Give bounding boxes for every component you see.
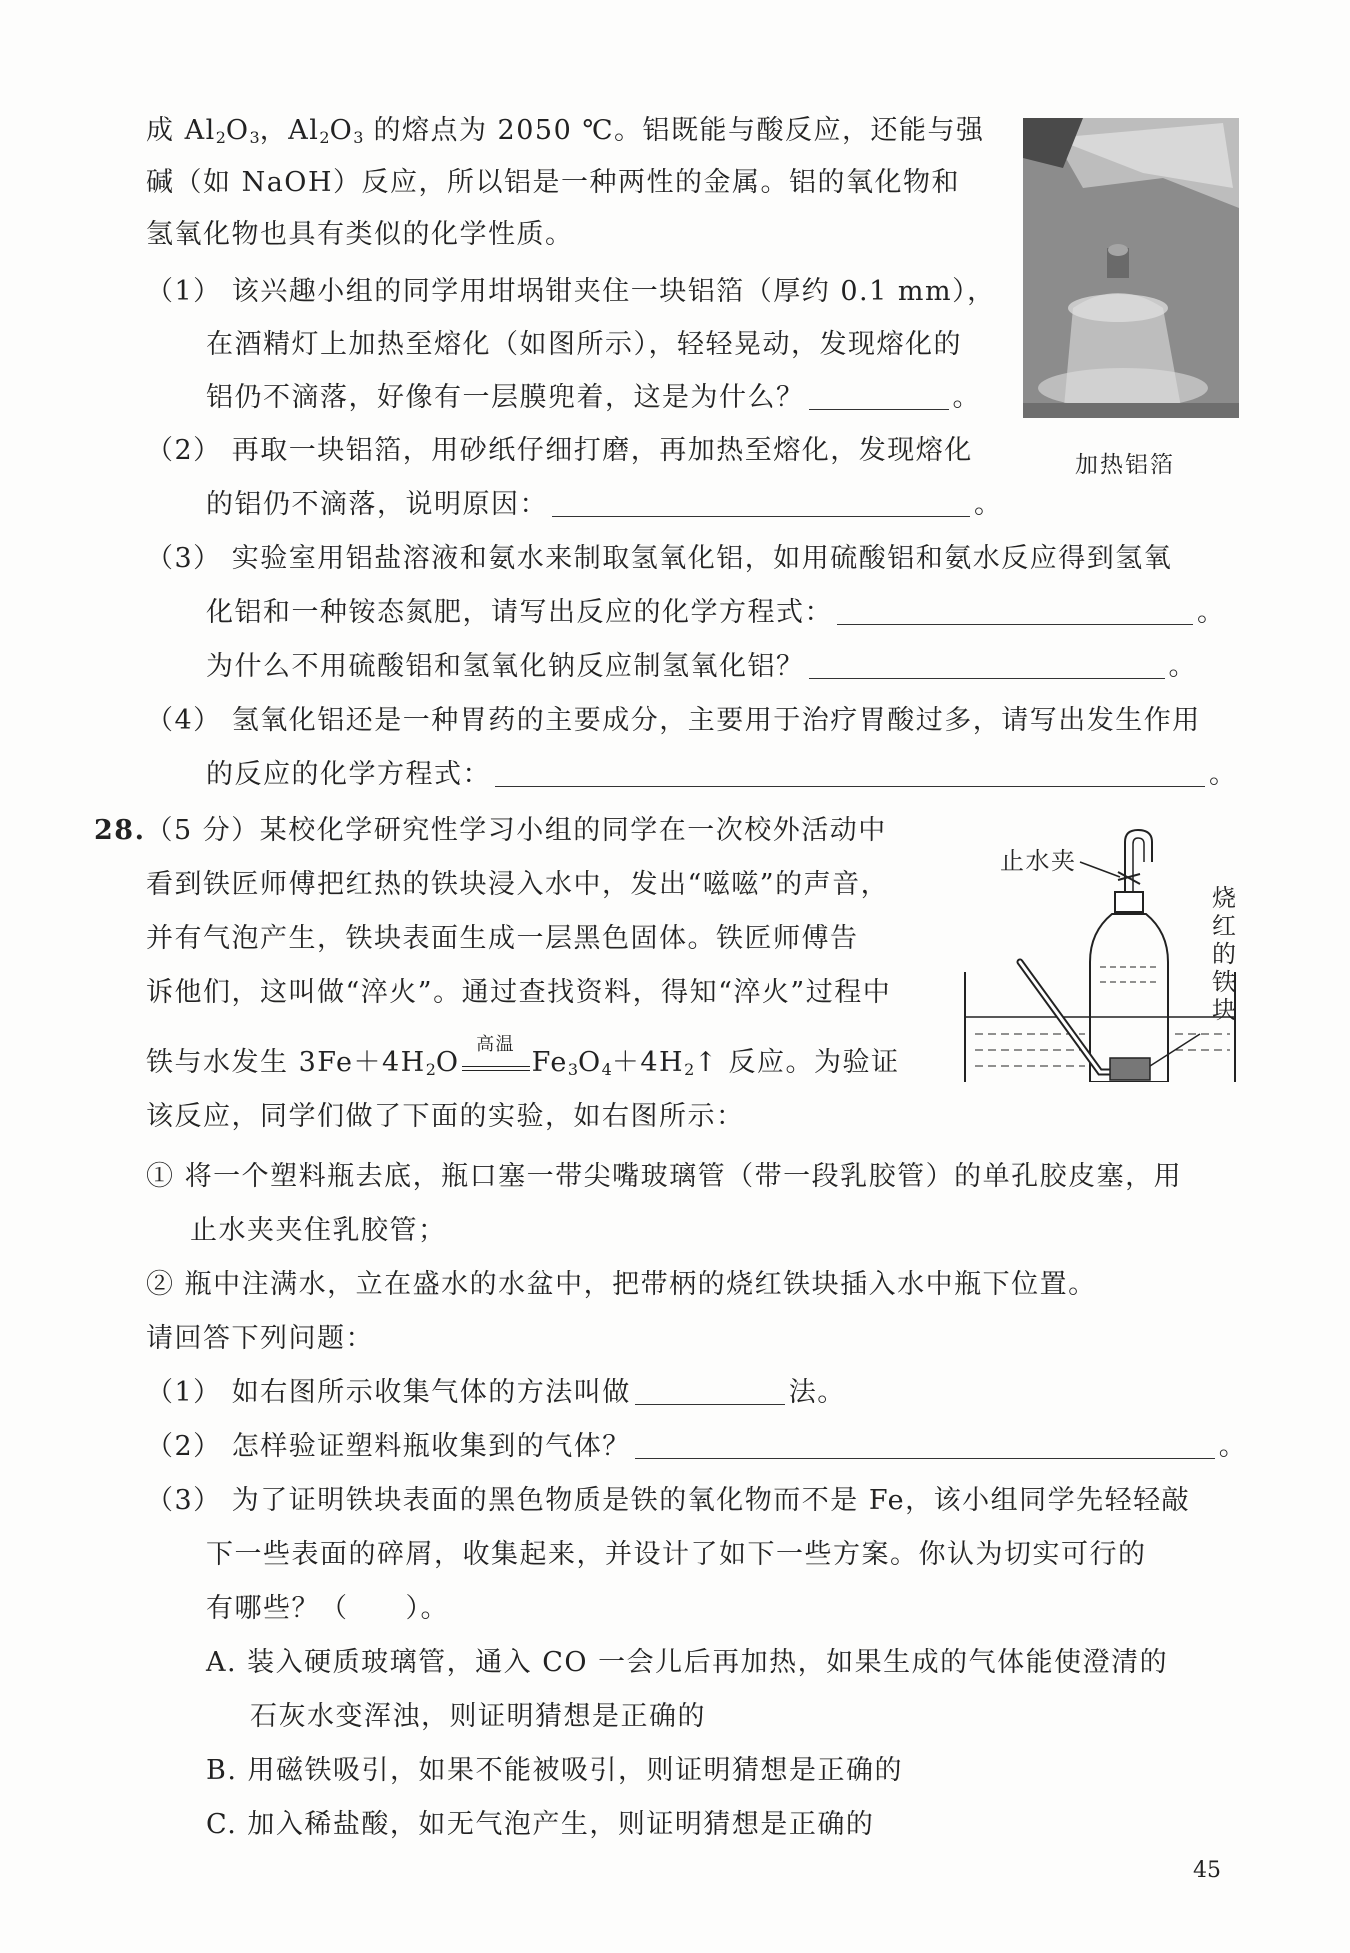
question-number: 28. [94, 815, 146, 846]
q28-reaction-line: 铁与水发生 $3Fe+4H_2O$ 高温 $Fe_3O_4+4H_2↑$ 反应。为验证 [146, 1034, 900, 1079]
q27-part2-line2: 的铝仍不滴落，说明原因： 。 [206, 489, 1003, 520]
option-a-line2: 石灰水变浑浊，则证明猜想是正确的 [250, 1701, 706, 1732]
q28-step1-line1: ① 将一个塑料瓶去底，瓶口塞一带尖嘴玻璃管（带一段乳胶管）的单孔胶皮塞，用 [146, 1161, 1183, 1192]
option-a-line1: A. 装入硬质玻璃管，通入 CO 一会儿后再加热，如果生成的气体能使澄清的 [206, 1647, 1169, 1678]
q28-step2: ② 瓶中注满水，立在盛水的水盆中，把带柄的烧红铁块插入水中瓶下位置。 [146, 1269, 1097, 1300]
answer-blank[interactable] [495, 760, 1205, 787]
q28-ask: 请回答下列问题： [146, 1323, 374, 1354]
option-c: C. 加入稀盐酸，如无气泡产生，则证明猜想是正确的 [206, 1809, 875, 1840]
option-b: B. 用磁铁吸引，如果不能被吸引，则证明猜想是正确的 [206, 1755, 904, 1786]
aluminum-foil-heating-photo [1023, 118, 1239, 418]
q28-a3-line1: （3） 为了证明铁块表面的黑色物质是铁的氧化物而不是 Fe，该小组同学先轻轻敲 [146, 1485, 1191, 1516]
answer-blank[interactable] [809, 652, 1165, 679]
q28-line2: 看到铁匠师傅把红热的铁块浸入水中，发出“嗞嗞”的声音， [146, 869, 890, 900]
intro-line-2: 碱（如 NaOH）反应，所以铝是一种两性的金属。铝的氧化物和 [146, 167, 960, 198]
q28-line3: 并有气泡产生，铁块表面生成一层黑色固体。铁匠师傅告 [146, 923, 859, 954]
intro-line-1: 成 $Al_2O_3$，$Al_2O_3$ 的熔点为 2050 ℃。铝既能与酸反应，还能与强 [146, 115, 985, 147]
q27-part2-line1: （2） 再取一块铝箔，用砂纸仔细打磨，再加热至熔化，发现熔化 [146, 435, 973, 466]
label-clamp: 止水夹 [1000, 847, 1077, 875]
answer-blank[interactable] [809, 383, 949, 410]
answer-blank[interactable] [552, 490, 970, 517]
q27-part1-line3: 铝仍不滴落，好像有一层膜兜着，这是为什么？ 。 [206, 382, 981, 413]
q27-part4-line1: （4） 氢氧化铝还是一种胃药的主要成分，主要用于治疗胃酸过多，请写出发生作用 [146, 705, 1201, 736]
photo-illustration [1023, 118, 1239, 418]
q27-part3-line3: 为什么不用硫酸铝和氢氧化钠反应制氢氧化铝？ 。 [206, 651, 1197, 682]
page-number: 45 [1193, 1858, 1221, 1883]
intro-line-3: 氢氧化物也具有类似的化学性质。 [146, 219, 574, 250]
q28-a3-line2: 下一些表面的碎屑，收集起来，并设计了如下一些方案。你认为切实可行的 [206, 1539, 1147, 1570]
q28-a3-line3: 有哪些？（ ）。 [206, 1593, 449, 1624]
q28-line1: 28.（5 分）某校化学研究性学习小组的同学在一次校外活动中 [94, 815, 887, 846]
q28-step1-line2: 止水夹夹住乳胶管； [190, 1215, 447, 1246]
photo-caption: 加热铝箔 [1075, 452, 1175, 478]
q28-line4: 诉他们，这叫做“淬火”。通过查找资料，得知“淬火”过程中 [146, 977, 892, 1008]
q27-part1-line2: 在酒精灯上加热至熔化（如图所示），轻轻晃动，发现熔化的 [206, 329, 962, 360]
q28-line6: 该反应，同学们做了下面的实验，如右图所示： [146, 1101, 745, 1132]
answer-blank[interactable] [635, 1432, 1215, 1459]
q27-part1-line1: （1） 该兴趣小组的同学用坩埚钳夹住一块铝箔（厚约 0.1 mm）， [146, 276, 996, 307]
q27-part4-line2: 的反应的化学方程式： 。 [206, 759, 1238, 790]
label-red-iron-block: 烧 红 的 铁 块 [1212, 884, 1236, 1024]
q28-a2: （2） 怎样验证塑料瓶收集到的气体？ 。 [146, 1431, 1248, 1462]
q28-a1: （1） 如右图所示收集气体的方法叫做 法。 [146, 1377, 846, 1408]
answer-blank[interactable] [837, 598, 1193, 625]
reaction-arrow-high-temp: 高温 [462, 1050, 530, 1071]
q27-part3-line2: 化铝和一种铵态氮肥，请写出反应的化学方程式： 。 [206, 597, 1226, 628]
answer-blank[interactable] [635, 1378, 785, 1405]
q27-part3-line1: （3） 实验室用铝盐溶液和氨水来制取氢氧化铝，如用硫酸铝和氨水反应得到氢氧 [146, 543, 1173, 574]
